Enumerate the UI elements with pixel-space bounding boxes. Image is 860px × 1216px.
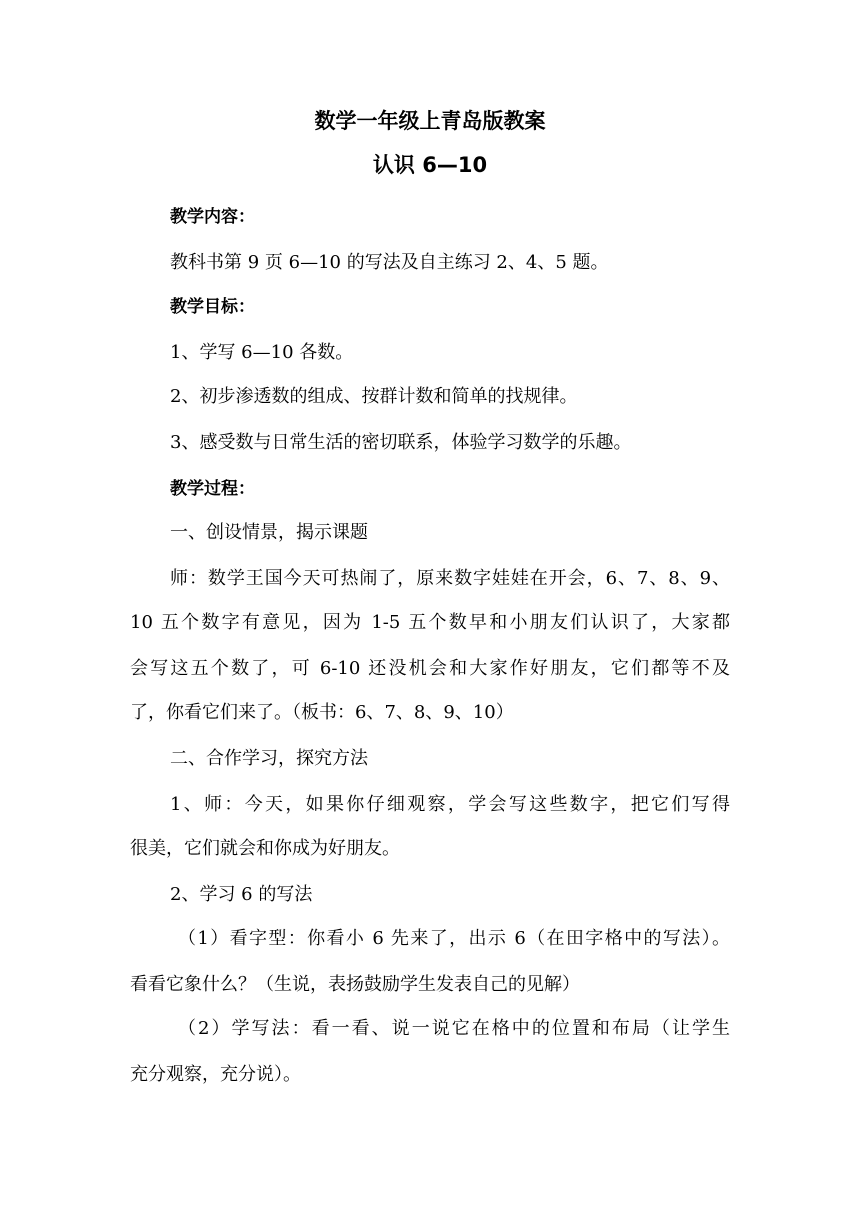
paragraph-line: 很美，它们就会和你成为好朋友。	[130, 838, 400, 859]
paragraph-line: 1、师：今天，如果你仔细观察，学会写这些数字，把它们写得	[170, 794, 730, 815]
paragraph-line: 10 五个数字有意见，因为 1-5 五个数早和小朋友们认识了，大家都	[130, 612, 730, 633]
paragraph-line: 二、合作学习，探究方法	[170, 748, 368, 769]
paragraph-line: 2、学习 6 的写法	[170, 884, 313, 905]
paragraph-line: 一、创设情景，揭示课题	[170, 522, 368, 543]
paragraph-line: 了，你看它们来了。（板书：6、7、8、9、10）	[130, 702, 514, 723]
paragraph-line: 会写这五个数了，可 6-10 还没机会和大家作好朋友，它们都等不及	[130, 658, 730, 679]
document-title: 数学一年级上青岛版教案	[314, 109, 546, 133]
paragraph-line: 1、学写 6—10 各数。	[170, 342, 354, 363]
paragraph-line: （1）看字型：你看小 6 先来了，出示 6（在田字格中的写法）。	[178, 928, 730, 949]
document-subtitle: 认识 6—10	[372, 153, 488, 177]
paragraph-line: 教科书第 9 页 6—10 的写法及自主练习 2、4、5 题。	[170, 252, 609, 273]
heading-teaching-goals: 教学目标：	[170, 297, 255, 317]
paragraph-line: 3、感受数与日常生活的密切联系，体验学习数学的乐趣。	[170, 432, 632, 453]
paragraph-line: 2、初步渗透数的组成、按群计数和简单的找规律。	[170, 386, 578, 407]
paragraph-line: （2）学写法：看一看、说一说它在格中的位置和布局（让学生	[178, 1018, 730, 1039]
paragraph-line: 充分观察，充分说）。	[130, 1064, 301, 1085]
paragraph-line: 师：数学王国今天可热闹了，原来数字娃娃在开会，6、7、8、9、	[170, 568, 730, 589]
heading-teaching-process: 教学过程：	[170, 479, 255, 499]
heading-teaching-content: 教学内容：	[170, 207, 255, 227]
paragraph-line: 看看它象什么？（生说，表扬鼓励学生发表自己的见解）	[130, 974, 580, 995]
